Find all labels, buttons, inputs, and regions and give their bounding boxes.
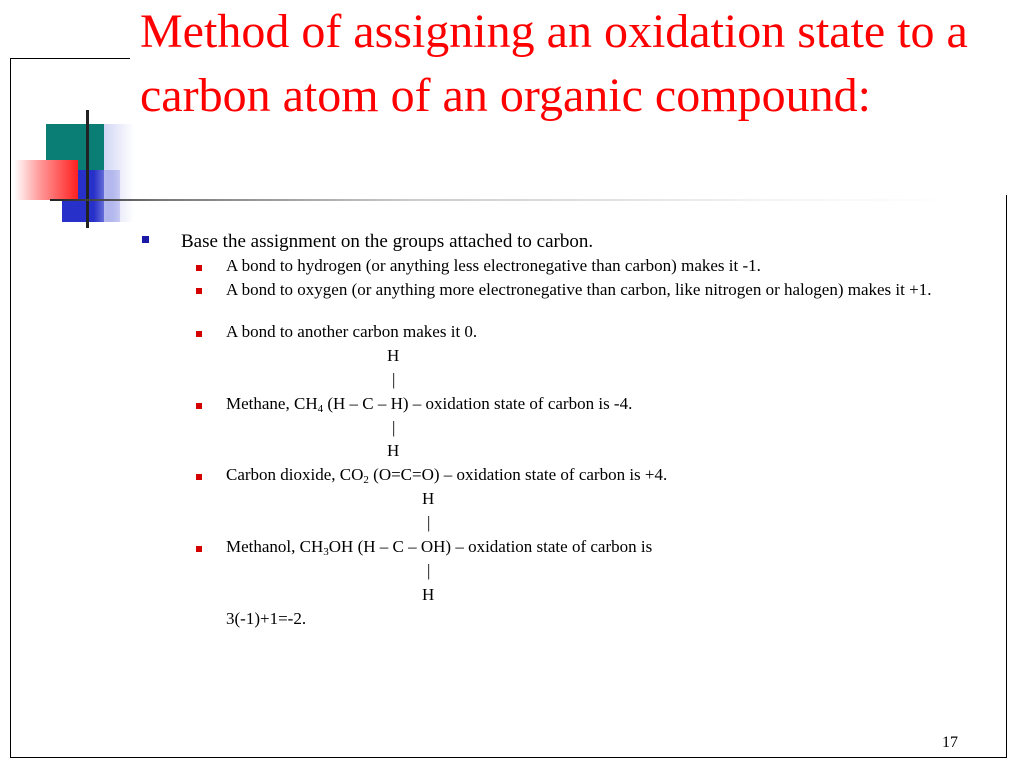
methane-subscript: 4 <box>317 403 324 415</box>
co2-subscript: 2 <box>363 474 369 486</box>
rule-carbon-text: A bond to another carbon makes it 0. <box>226 322 478 341</box>
level2-bullet-icon <box>196 331 202 337</box>
methane-prefix: Methane, CH <box>226 394 318 413</box>
co2-prefix: Carbon dioxide, CO <box>226 465 364 484</box>
rule-oxygen-text: A bond to oxygen (or anything more electronegative than carbon, like nitrogen or halogen) makes it +1. <box>226 280 932 299</box>
co2-line <box>226 465 966 485</box>
methane-suffix: (H – C – H) – oxidation state of carbon is -4. <box>323 394 633 413</box>
methanol-calculation: 3(-1)+1=-2. <box>226 609 307 628</box>
level1-bullet-icon <box>142 236 149 243</box>
methane-bottom-h: H <box>387 441 400 460</box>
page-number: 17 <box>942 734 958 751</box>
rule-hydrogen-text: A bond to hydrogen (or anything less electronegative than carbon) makes it -1. <box>226 256 761 275</box>
methane-top-h: H <box>387 346 400 365</box>
level2-bullet-icon <box>196 546 202 552</box>
level2-bullet-icon <box>196 288 202 294</box>
methane-bottom-bond: | <box>392 418 396 437</box>
methane-line <box>226 394 966 414</box>
level2-bullet-icon <box>196 265 202 271</box>
methanol-bottom-bond: | <box>427 561 431 580</box>
slide-title: Method of assigning an oxidation state to a carbon atom of an organic compound: <box>140 0 1016 128</box>
level2-bullet-icon <box>196 474 202 480</box>
methanol-subscript: 3 <box>323 546 329 558</box>
methanol-prefix: Methanol, CH <box>226 537 324 556</box>
methanol-bottom-h: H <box>422 585 435 604</box>
methanol-top-h: H <box>422 489 435 508</box>
methanol-top-bond: | <box>427 513 431 532</box>
main-bullet-text: Base the assignment on the groups attached to carbon. <box>181 231 594 252</box>
level2-bullet-icon <box>196 403 202 409</box>
co2-suffix: (O=C=O) – oxidation state of carbon is +4. <box>368 465 668 484</box>
methanol-line <box>226 537 966 557</box>
methane-top-bond: | <box>392 370 396 389</box>
methanol-suffix: OH (H – C – OH) – oxidation state of carbon is <box>328 537 653 556</box>
